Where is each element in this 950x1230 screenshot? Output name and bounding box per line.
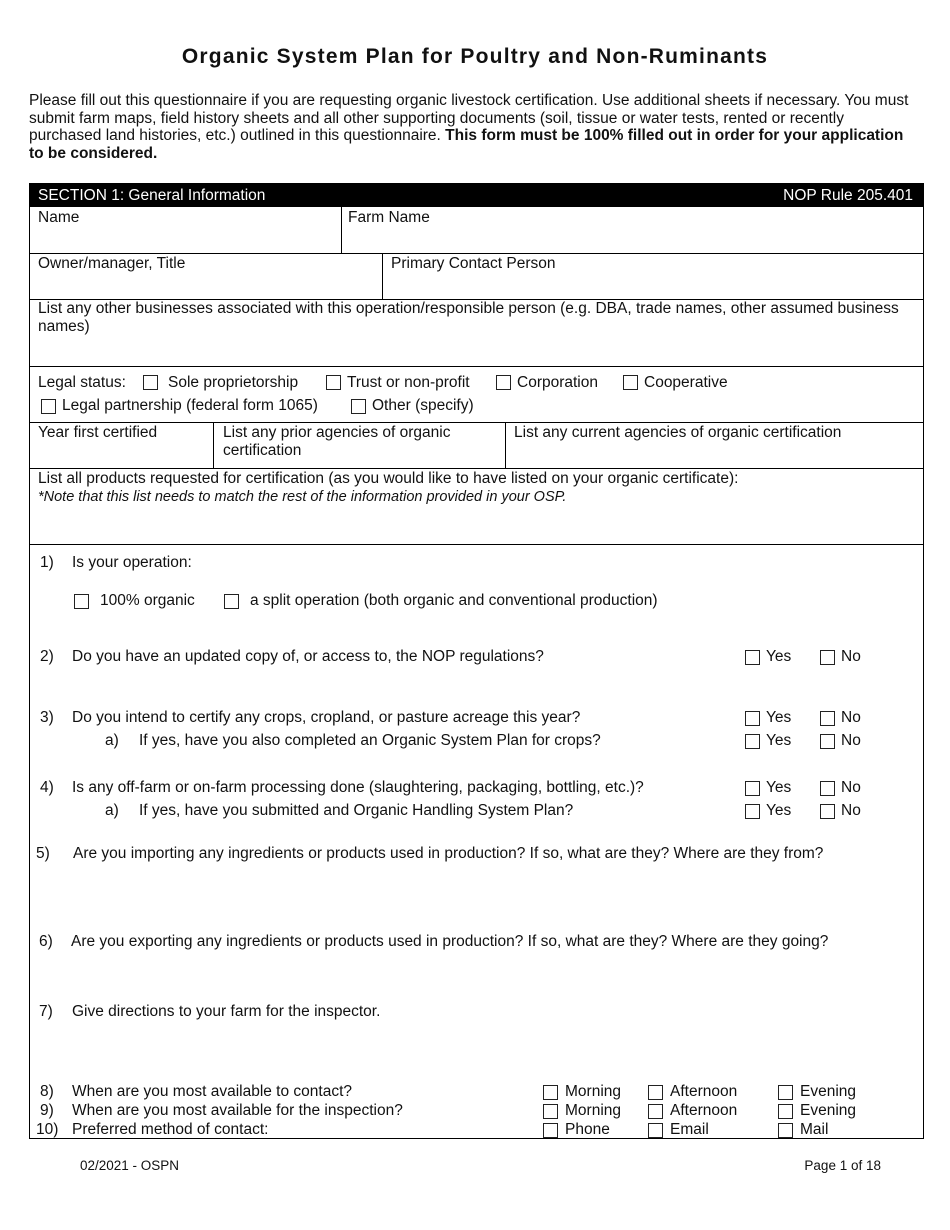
q2-no-checkbox[interactable] (820, 650, 835, 665)
q9-afternoon-label: Afternoon (670, 1102, 738, 1119)
cooperative-checkbox[interactable] (623, 375, 638, 390)
q10-email-checkbox[interactable] (648, 1123, 663, 1138)
q3a-no-label: No (841, 732, 861, 749)
year-first-certified-field[interactable]: Year first certified (38, 424, 158, 441)
q1-number: 1) (40, 554, 54, 571)
q6-number: 6) (39, 933, 53, 950)
q10-text: Preferred method of contact: (72, 1121, 269, 1138)
q9-morning-checkbox[interactable] (543, 1104, 558, 1119)
q3a-yes-checkbox[interactable] (745, 734, 760, 749)
q3-no-label: No (841, 709, 861, 726)
primary-contact-field[interactable]: Primary Contact Person (391, 255, 556, 272)
q2-yes-label: Yes (766, 648, 792, 665)
legal-partnership-label: Legal partnership (federal form 1065) (62, 397, 318, 414)
legal-status-label: Legal status: (38, 374, 126, 391)
q8-morning-checkbox[interactable] (543, 1085, 558, 1100)
section-header (30, 184, 923, 207)
q6-text: Are you exporting any ingredients or products used in production? If so, what are they? Where are they going? (71, 933, 829, 950)
q10-mail-checkbox[interactable] (778, 1123, 793, 1138)
q4-yes-label: Yes (766, 779, 792, 796)
q8-evening-checkbox[interactable] (778, 1085, 793, 1100)
q4a-yes-label: Yes (766, 802, 792, 819)
q10-number: 10) (36, 1121, 59, 1138)
trust-nonprofit-checkbox[interactable] (326, 375, 341, 390)
q1-split-label: a split operation (both organic and conventional production) (250, 592, 658, 609)
q2-no-label: No (841, 648, 861, 665)
q8-number: 8) (40, 1083, 54, 1100)
q9-morning-label: Morning (565, 1102, 621, 1119)
q1-text: Is your operation: (72, 554, 192, 571)
q3-yes-label: Yes (766, 709, 792, 726)
q3-no-checkbox[interactable] (820, 711, 835, 726)
q2-number: 2) (40, 648, 54, 665)
farm-name-field[interactable]: Farm Name (348, 209, 430, 226)
products-note: *Note that this list needs to match the rest of the information provided in your OSP. (38, 489, 567, 505)
q9-text: When are you most available for the inspection? (72, 1102, 403, 1119)
q1-split-checkbox[interactable] (224, 594, 239, 609)
q3-yes-checkbox[interactable] (745, 711, 760, 726)
sole-proprietorship-label: Sole proprietorship (168, 374, 299, 391)
section-1-form (29, 183, 924, 1139)
section-rule: NOP Rule 205.401 (783, 187, 913, 204)
intro-text: Please fill out this questionnaire if you are requesting organic livestock certification. Use additional sheets if necessary. You must submit farm maps, field history sheets and all other supporting documents (soil, tissue or water tests, rented or recently purchased land histories, etc.) outlined in this questionnaire. (29, 92, 909, 144)
q8-morning-label: Morning (565, 1083, 621, 1100)
cooperative-label: Cooperative (644, 374, 728, 391)
q3a-text: If yes, have you also completed an Organic System Plan for crops? (139, 732, 601, 749)
q10-phone-label: Phone (565, 1121, 610, 1138)
sole-proprietorship-checkbox[interactable] (143, 375, 158, 390)
trust-nonprofit-label: Trust or non-profit (347, 374, 470, 391)
q4-text: Is any off-farm or on-farm processing done (slaughtering, packaging, bottling, etc.)? (72, 779, 644, 796)
q9-evening-checkbox[interactable] (778, 1104, 793, 1119)
other-legal-label: Other (specify) (372, 397, 474, 414)
q4-yes-checkbox[interactable] (745, 781, 760, 796)
intro-bold-notice: This form must be 100% filled out in order for your application to be considered. (29, 127, 904, 162)
q3-number: 3) (40, 709, 54, 726)
q9-number: 9) (40, 1102, 54, 1119)
q4a-yes-checkbox[interactable] (745, 804, 760, 819)
q4-no-label: No (841, 779, 861, 796)
q4a-label: a) (105, 802, 119, 819)
other-legal-checkbox[interactable] (351, 399, 366, 414)
q4-number: 4) (40, 779, 54, 796)
prior-agencies-field[interactable]: List any prior agencies of organic certification (223, 424, 451, 459)
q3a-yes-label: Yes (766, 732, 792, 749)
name-field[interactable]: Name (38, 209, 80, 226)
q5-text: Are you importing any ingredients or products used in production? If so, what are they? Where are they from? (73, 845, 824, 862)
products-field[interactable]: List all products requested for certification (as you would like to have listed on your organic certificate): (38, 470, 739, 487)
q3a-no-checkbox[interactable] (820, 734, 835, 749)
intro-paragraph (29, 92, 909, 162)
q1-organic-checkbox[interactable] (74, 594, 89, 609)
q4a-no-label: No (841, 802, 861, 819)
q10-email-label: Email (670, 1121, 709, 1138)
q2-yes-checkbox[interactable] (745, 650, 760, 665)
corporation-checkbox[interactable] (496, 375, 511, 390)
q9-evening-label: Evening (800, 1102, 857, 1119)
other-businesses-field[interactable]: List any other businesses associated with this operation/responsible person (e.g. DBA, trade names, other assumed business names) (38, 300, 899, 335)
q9-afternoon-checkbox[interactable] (648, 1104, 663, 1119)
owner-manager-field[interactable]: Owner/manager, Title (38, 255, 186, 272)
footer-form-code: 02/2021 - OSPN (80, 1158, 180, 1173)
current-agencies-field[interactable]: List any current agencies of organic certification (514, 424, 842, 441)
corporation-label: Corporation (517, 374, 598, 391)
legal-partnership-checkbox[interactable] (41, 399, 56, 414)
q10-mail-label: Mail (800, 1121, 829, 1138)
footer-page-number: Page 1 of 18 (804, 1158, 881, 1173)
page-title: Organic System Plan for Poultry and Non-Ruminants (181, 45, 769, 68)
q8-afternoon-checkbox[interactable] (648, 1085, 663, 1100)
q4a-no-checkbox[interactable] (820, 804, 835, 819)
q4a-text: If yes, have you submitted and Organic Handling System Plan? (139, 802, 574, 819)
q7-number: 7) (39, 1003, 53, 1020)
q5-number: 5) (36, 845, 50, 862)
q1-organic-label: 100% organic (100, 592, 195, 609)
q2-text: Do you have an updated copy of, or access to, the NOP regulations? (72, 648, 544, 665)
q8-evening-label: Evening (800, 1083, 857, 1100)
q8-text: When are you most available to contact? (72, 1083, 353, 1100)
q3-text: Do you intend to certify any crops, cropland, or pasture acreage this year? (72, 709, 581, 726)
q3a-label: a) (105, 732, 119, 749)
q7-text: Give directions to your farm for the inspector. (72, 1003, 381, 1020)
q4-no-checkbox[interactable] (820, 781, 835, 796)
q8-afternoon-label: Afternoon (670, 1083, 738, 1100)
q10-phone-checkbox[interactable] (543, 1123, 558, 1138)
section-title: SECTION 1: General Information (38, 187, 266, 204)
